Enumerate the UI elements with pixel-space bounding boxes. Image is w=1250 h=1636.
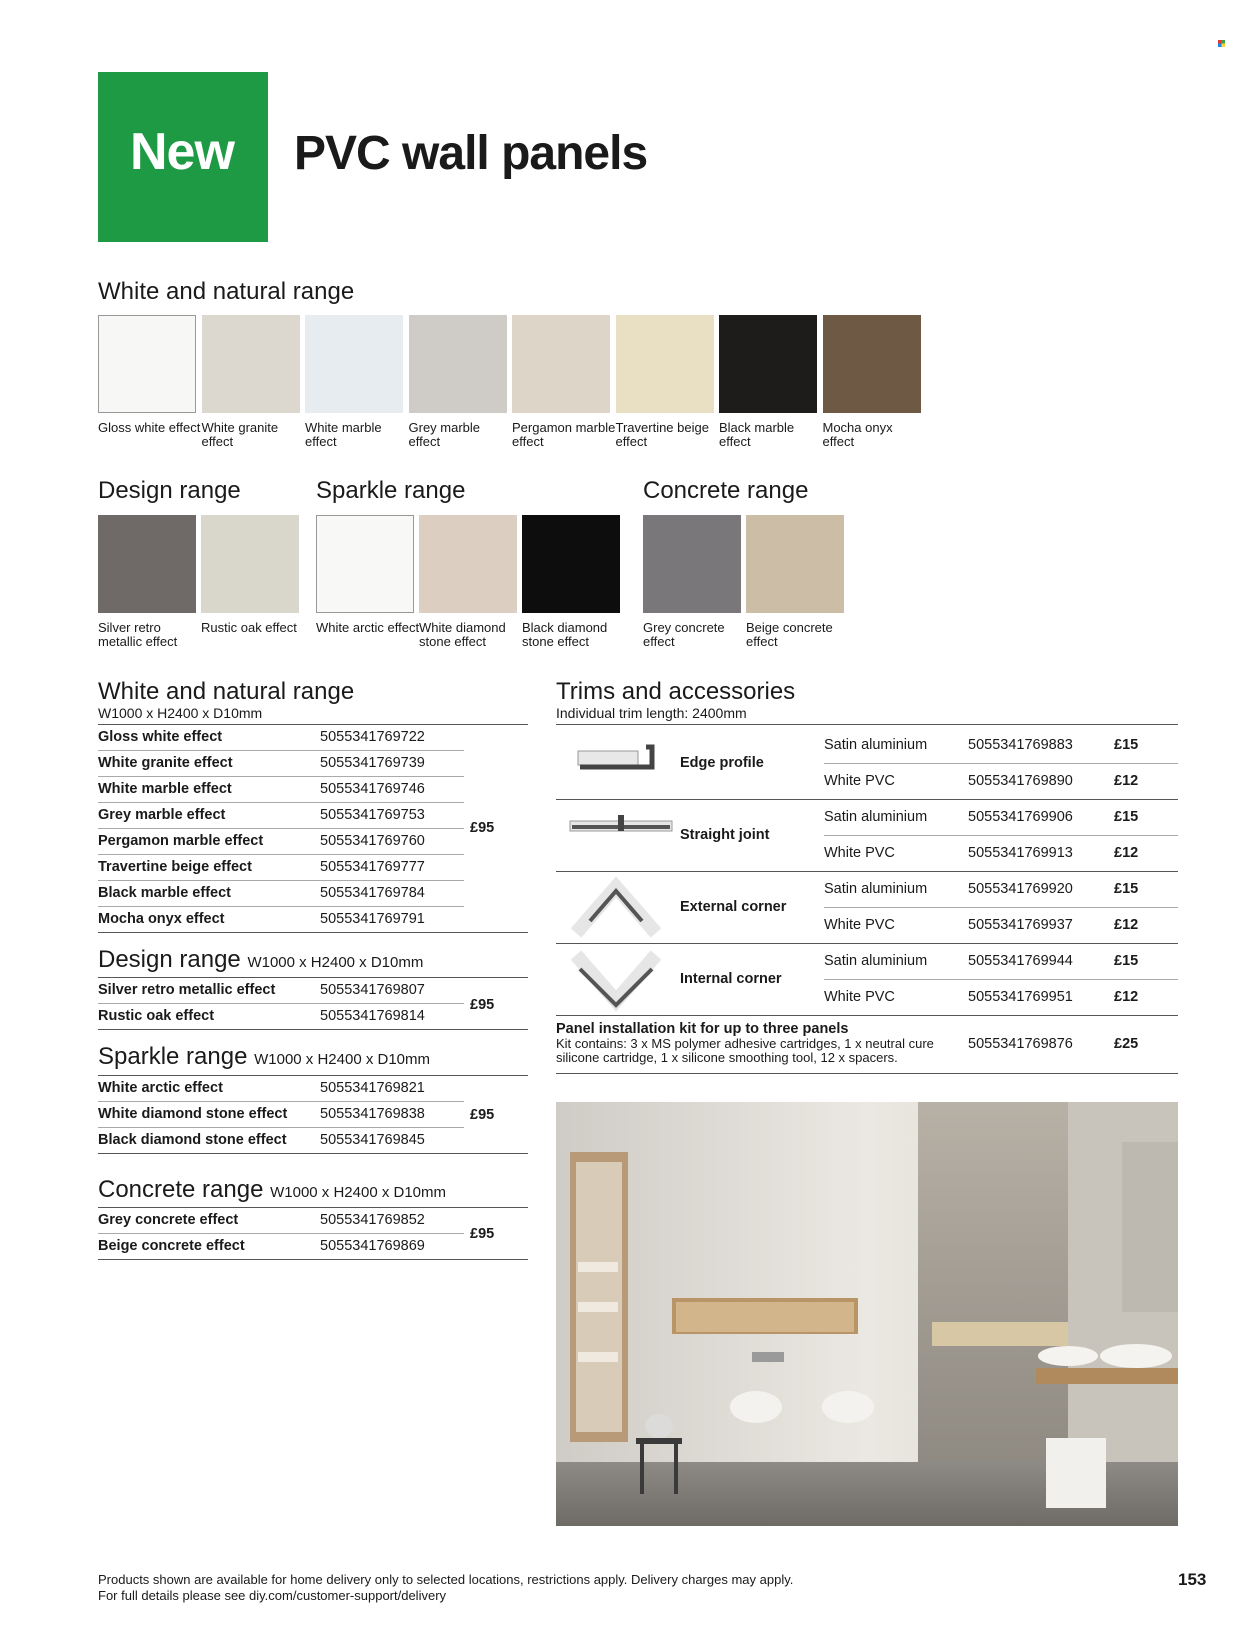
rule-trim-mid-3	[824, 979, 1178, 980]
row-name-design-1: Rustic oak effect	[98, 1008, 215, 1024]
swatch-label-concrete-1: Beige concrete effect	[746, 620, 833, 649]
rule-trim-bottom-2	[556, 943, 1178, 944]
row-code-concrete-1: 5055341769869	[320, 1238, 425, 1254]
swatch-design-1	[201, 515, 299, 613]
table-title-sparkle: Sparkle range	[98, 1043, 248, 1070]
trim-code-2-0: 5055341769920	[968, 881, 1073, 897]
rule-white_natural-bottom	[98, 932, 528, 933]
swatch-sparkle-2	[522, 515, 620, 613]
swatch-label-sparkle-0: White arctic effect	[316, 620, 420, 635]
swatch-heading-white-natural: White and natural range	[98, 278, 355, 305]
row-name-white_natural-5: Travertine beige effect	[98, 859, 252, 875]
row-code-sparkle-1: 5055341769838	[320, 1106, 425, 1122]
table-dims-white-natural: W1000 x H2400 x D10mm	[98, 705, 263, 721]
row-name-white_natural-6: Black marble effect	[98, 885, 231, 901]
swatch-white_natural-2	[305, 315, 403, 413]
new-badge-label: New	[130, 123, 234, 181]
trim-code-0-1: 5055341769890	[968, 773, 1073, 789]
row-name-sparkle-0: White arctic effect	[98, 1080, 223, 1096]
swatch-concrete-0	[643, 515, 741, 613]
rule-white_natural-2	[98, 802, 464, 803]
rule-design-0	[98, 1003, 464, 1004]
row-code-white_natural-2: 5055341769746	[320, 781, 425, 797]
swatch-white_natural-1	[202, 315, 300, 413]
row-code-concrete-0: 5055341769852	[320, 1212, 425, 1228]
trim-code-1-0: 5055341769906	[968, 809, 1073, 825]
trim-price-2-0: £15	[1114, 881, 1139, 897]
trim-finish-1-1: White PVC	[824, 845, 895, 861]
row-code-white_natural-3: 5055341769753	[320, 807, 425, 823]
table-dims-sparkle: W1000 x H2400 x D10mm	[254, 1051, 431, 1068]
trim-price-2-1: £12	[1114, 917, 1139, 933]
trim-finish-2-1: White PVC	[824, 917, 895, 933]
rule-trim-bottom-0	[556, 799, 1178, 800]
price-design: £95	[470, 997, 495, 1013]
kit-rule	[556, 1073, 1178, 1074]
rule-trim-mid-2	[824, 907, 1178, 908]
swatch-white_natural-5	[616, 315, 714, 413]
trim-price-0-0: £15	[1114, 737, 1139, 753]
swatch-label-white_natural-1: White granite effect	[201, 420, 279, 449]
row-name-white_natural-3: Grey marble effect	[98, 807, 226, 823]
edge-profile-icon	[566, 739, 666, 784]
rule-sparkle-bottom	[98, 1153, 528, 1154]
swatch-label-white_natural-6: Black marble effect	[719, 420, 795, 449]
table-heading-concrete	[98, 1176, 446, 1204]
swatch-sparkle-0	[316, 515, 414, 613]
swatch-white_natural-0	[98, 315, 196, 413]
trim-finish-0-0: Satin aluminium	[824, 737, 928, 753]
footer-line-1: Products shown are available for home delivery only to selected locations, restrictions apply. Delivery charges may apply.	[98, 1572, 794, 1587]
swatch-label-white_natural-3: Grey marble effect	[408, 420, 481, 449]
trim-name-1: Straight joint	[680, 827, 770, 843]
row-code-white_natural-7: 5055341769791	[320, 911, 425, 927]
swatch-label-sparkle-2: Black diamond stone effect	[522, 620, 608, 649]
swatch-heading-concrete: Concrete range	[643, 477, 809, 504]
table-dims-design: W1000 x H2400 x D10mm	[247, 954, 424, 971]
rule-trim-mid-1	[824, 835, 1178, 836]
row-code-sparkle-2: 5055341769845	[320, 1132, 425, 1148]
rule-design-bottom	[98, 1029, 528, 1030]
rule-design-top	[98, 977, 528, 978]
trim-finish-3-0: Satin aluminium	[824, 953, 928, 969]
table-dims-concrete: W1000 x H2400 x D10mm	[270, 1184, 447, 1201]
price-concrete: £95	[470, 1226, 495, 1242]
rule-white_natural-1	[98, 776, 464, 777]
row-code-white_natural-6: 5055341769784	[320, 885, 425, 901]
table-heading-design	[98, 946, 423, 974]
rule-sparkle-1	[98, 1127, 464, 1128]
table-heading-sparkle	[98, 1043, 430, 1071]
trim-price-0-1: £12	[1114, 773, 1139, 789]
row-name-design-0: Silver retro metallic effect	[98, 982, 276, 998]
rule-white_natural-4	[98, 854, 464, 855]
kit-price: £25	[1114, 1036, 1139, 1052]
trim-price-1-1: £12	[1114, 845, 1139, 861]
rule-sparkle-0	[98, 1101, 464, 1102]
row-code-white_natural-1: 5055341769739	[320, 755, 425, 771]
trim-finish-0-1: White PVC	[824, 773, 895, 789]
brand-mark-icon	[1218, 34, 1225, 41]
swatch-white_natural-3	[409, 315, 507, 413]
rule-trim-bottom-3	[556, 1015, 1178, 1016]
swatch-heading-design: Design range	[98, 477, 241, 504]
table-title-concrete: Concrete range	[98, 1176, 264, 1203]
rule-trims-top	[556, 724, 1178, 725]
rule-concrete-top	[98, 1207, 528, 1208]
new-badge	[98, 72, 268, 242]
trim-code-1-1: 5055341769913	[968, 845, 1073, 861]
row-name-sparkle-1: White diamond stone effect	[98, 1106, 288, 1122]
trims-heading: Trims and accessories	[556, 678, 796, 705]
rule-trim-mid-0	[824, 763, 1178, 764]
row-code-design-0: 5055341769807	[320, 982, 425, 998]
table-title-design: Design range	[98, 946, 241, 973]
kit-description: Kit contains: 3 x MS polymer adhesive cartridges, 1 x neutral cure silicone cartridge, 1 x silicone smoothing tool, 12 x spacers.	[556, 1036, 934, 1065]
kit-code: 5055341769876	[968, 1036, 1073, 1052]
row-name-sparkle-2: Black diamond stone effect	[98, 1132, 287, 1148]
rule-white_natural-5	[98, 880, 464, 881]
trim-price-3-1: £12	[1114, 989, 1139, 1005]
trim-code-0-0: 5055341769883	[968, 737, 1073, 753]
swatch-sparkle-1	[419, 515, 517, 613]
row-code-sparkle-0: 5055341769821	[320, 1080, 425, 1096]
swatch-label-white_natural-0: Gloss white effect	[98, 420, 201, 435]
price-sparkle: £95	[470, 1107, 495, 1123]
rule-concrete-bottom	[98, 1259, 528, 1260]
rule-white_natural-6	[98, 906, 464, 907]
row-name-white_natural-0: Gloss white effect	[98, 729, 223, 745]
row-code-white_natural-0: 5055341769722	[320, 729, 425, 745]
trim-finish-1-0: Satin aluminium	[824, 809, 928, 825]
kit-title: Panel installation kit for up to three panels	[556, 1021, 849, 1037]
internal-corner-icon	[566, 945, 666, 1020]
trim-name-0: Edge profile	[680, 755, 764, 771]
row-code-white_natural-5: 5055341769777	[320, 859, 425, 875]
trim-code-2-1: 5055341769937	[968, 917, 1073, 933]
swatch-white_natural-6	[719, 315, 817, 413]
trim-name-3: Internal corner	[680, 971, 782, 987]
row-name-white_natural-1: White granite effect	[98, 755, 233, 771]
row-name-concrete-1: Beige concrete effect	[98, 1238, 245, 1254]
trim-code-3-0: 5055341769944	[968, 953, 1073, 969]
price-white_natural: £95	[470, 820, 495, 836]
row-name-white_natural-2: White marble effect	[98, 781, 232, 797]
rule-white_natural-3	[98, 828, 464, 829]
row-code-white_natural-4: 5055341769760	[320, 833, 425, 849]
trims-subtitle: Individual trim length: 2400mm	[556, 705, 747, 721]
rule-trim-bottom-1	[556, 871, 1178, 872]
rule-white_natural-0	[98, 750, 464, 751]
swatch-white_natural-4	[512, 315, 610, 413]
swatch-label-white_natural-2: White marble effect	[305, 420, 382, 449]
row-code-design-1: 5055341769814	[320, 1008, 425, 1024]
external-corner-icon	[566, 873, 666, 948]
table-heading-white-natural: White and natural range	[98, 678, 355, 705]
row-name-white_natural-7: Mocha onyx effect	[98, 911, 225, 927]
trim-code-3-1: 5055341769951	[968, 989, 1073, 1005]
bathroom-photo	[556, 1102, 1178, 1526]
rule-concrete-0	[98, 1233, 464, 1234]
swatch-label-white_natural-7: Mocha onyx effect	[822, 420, 893, 449]
trim-finish-2-0: Satin aluminium	[824, 881, 928, 897]
footer-note	[98, 1572, 793, 1604]
trim-name-2: External corner	[680, 899, 787, 915]
trim-price-1-0: £15	[1114, 809, 1139, 825]
trim-finish-3-1: White PVC	[824, 989, 895, 1005]
rule-sparkle-top	[98, 1075, 528, 1076]
swatch-white_natural-7	[823, 315, 921, 413]
straight-joint-icon	[566, 811, 676, 846]
row-name-white_natural-4: Pergamon marble effect	[98, 833, 264, 849]
swatch-label-white_natural-4: Pergamon marble effect	[512, 420, 616, 449]
swatch-label-design-1: Rustic oak effect	[201, 620, 297, 635]
footer-line-2: For full details please see diy.com/customer-support/delivery	[98, 1588, 447, 1603]
swatch-label-sparkle-1: White diamond stone effect	[419, 620, 506, 649]
trim-price-3-0: £15	[1114, 953, 1139, 969]
swatch-label-white_natural-5: Travertine beige effect	[615, 420, 709, 449]
swatch-heading-sparkle: Sparkle range	[316, 477, 466, 504]
page-title: PVC wall panels	[294, 127, 648, 180]
swatch-concrete-1	[746, 515, 844, 613]
swatch-label-design-0: Silver retro metallic effect	[98, 620, 178, 649]
page-number: 153	[1178, 1570, 1207, 1589]
swatch-label-concrete-0: Grey concrete effect	[643, 620, 725, 649]
row-name-concrete-0: Grey concrete effect	[98, 1212, 239, 1228]
rule-white_natural-top	[98, 724, 528, 725]
swatch-design-0	[98, 515, 196, 613]
